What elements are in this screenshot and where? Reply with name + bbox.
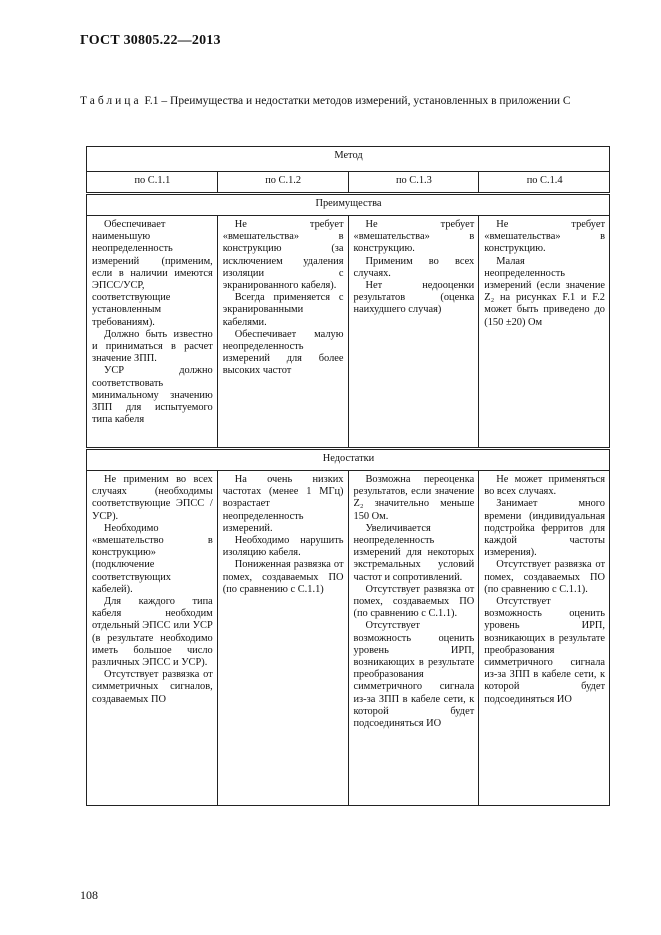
cell-paragraph: Нет недооценки результатов (оценка наихудшего случая) [353, 280, 475, 316]
cell-paragraph: Отсутствует возможность оценить уровень ИРП, возникающих в результате преобразования симметричного сигнала из-за ЗПП в кабеле сети, к которой будет подсоединяться ИО [484, 596, 605, 705]
cell-paragraph: Увеличивается неопределенность измерений для некоторых экстремальных условий частот и сопротивлений. [353, 522, 475, 583]
table-caption-label: Таблица [80, 95, 142, 107]
cell-paragraph: Занимает много времени (индивидуальная подстройка ферритов для каждой частоты измерения). [484, 498, 605, 559]
cell-paragraph: УСР должно соответствовать минимальному значению ЗПП для испытуемого типа кабеля [92, 365, 213, 426]
table-caption [80, 92, 600, 111]
cell-paragraph: Применим во всех случаях. [353, 255, 475, 279]
cell-paragraph: Для каждого типа кабеля необходим отдельный ЭПСС или УСР (в результате необходимо иметь большое число различных ЭПСС и УСР). [92, 596, 213, 669]
page-number: 108 [80, 888, 98, 902]
cell-paragraph: Обеспечивает малую неопределенность измерений для более высоких частот [222, 328, 344, 377]
column-header-c12: по С.1.2 [217, 172, 348, 194]
cell-paragraph: Отсутствует развязка от помех, создаваемых ПО (по сравнению с С.1.1). [353, 583, 475, 620]
cell-paragraph: Отсутствует развязка от помех, создаваемых ПО (по сравнению с С.1.1). [484, 559, 605, 595]
cell-paragraph: На очень низких частотах (менее 1 МГц) возрастает неопределенность измерений. [222, 474, 344, 534]
column-header-c13: по С.1.3 [348, 172, 479, 194]
cell-paragraph: Всегда применяется с экранированными кабелями. [222, 292, 344, 328]
advantages-cell-c13 [348, 216, 479, 449]
advantages-section-header: Преимущества [87, 194, 610, 216]
cell-paragraph: Не требует «вмешательства» в конструкцию. [484, 219, 605, 255]
comparison-table [86, 146, 610, 806]
advantages-cell-c12 [217, 216, 348, 449]
cell-paragraph: Не требует «вмешательства» в конструкцию. [353, 219, 475, 255]
cell-paragraph: Необходимо нарушить изоляцию кабеля. [222, 535, 344, 559]
column-header-c11: по С.1.1 [87, 172, 218, 194]
cell-paragraph: Не требует «вмешательства» в конструкцию (за исключением удаления изоляции с экранированного кабеля). [222, 219, 344, 292]
cell-paragraph: Обеспечивает наименьшую неопределенность измерений (применим, если в наличии имеются ЭПСС/УСР, соответствующие установленным требованиям). [92, 219, 213, 328]
cell-paragraph: Малая неопределенность измерений (если значение Z₂ на рисунках F.1 и F.2 может быть приведено до (150 ±20) Ом [484, 255, 605, 328]
disadvantages-cell-c11 [87, 471, 218, 806]
table-caption-text: F.1 – Преимущества и недостатки методов измерений, установленных в приложении С [144, 95, 571, 107]
cell-paragraph: Необходимо «вмешательство в конструкцию» (подключение соответствующих кабелей). [92, 522, 213, 595]
disadvantages-row [87, 471, 610, 806]
cell-paragraph: Не применим во всех случаях (необходимы соответствующие ЭПСС / УСР). [92, 474, 213, 522]
advantages-cell-c11 [87, 216, 218, 449]
method-header: Метод [87, 147, 610, 172]
document-id: ГОСТ 30805.22—2013 [80, 33, 221, 48]
cell-paragraph: Отсутствует развязка от симметричных сигналов, создаваемых ПО [92, 669, 213, 705]
disadvantages-cell-c12 [217, 471, 348, 806]
cell-paragraph: Возможна переоценка результатов, если значение Z₂ значительно меньше 150 Ом. [353, 474, 475, 522]
advantages-cell-c14 [479, 216, 610, 449]
disadvantages-cell-c14 [479, 471, 610, 806]
cell-paragraph: Отсутствует возможность оценить уровень ИРП, возникающих в результате преобразования симметричного сигнала из-за ЗПП в кабеле сети, к которой будет подсоединяться ИО [353, 620, 475, 730]
disadvantages-section-header: Недостатки [87, 449, 610, 471]
advantages-row [87, 216, 610, 449]
disadvantages-cell-c13 [348, 471, 479, 806]
cell-paragraph: Пониженная развязка от помех, создаваемых ПО (по сравнению с С.1.1) [222, 559, 344, 595]
cell-paragraph: Должно быть известно и приниматься в расчет значение ЗПП. [92, 328, 213, 365]
cell-paragraph: Не может применяться во всех случаях. [484, 474, 605, 498]
column-header-c14: по С.1.4 [479, 172, 610, 194]
